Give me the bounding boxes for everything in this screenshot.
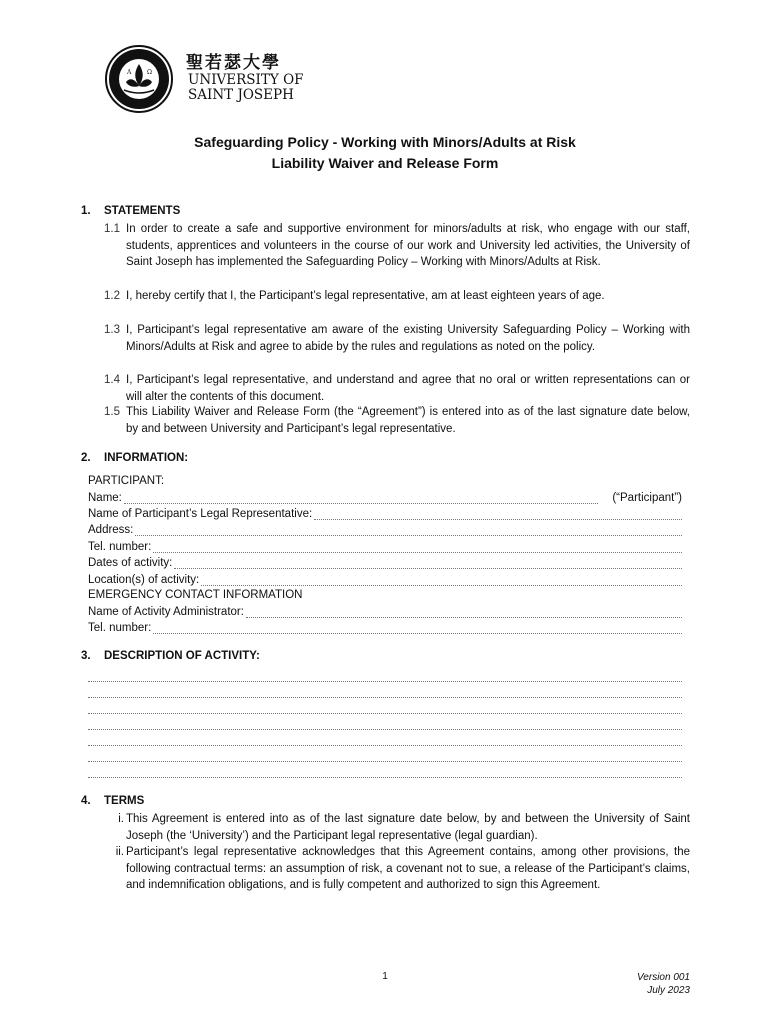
statement-item: 1.4 I, Participant’s legal representative, and understand and agree that no oral or written representations can or will alter the contents of this document. <box>104 374 690 403</box>
fill-line[interactable] <box>135 524 682 536</box>
page-number: 1 <box>382 971 388 982</box>
statement-item: 1.2 I, hereby certify that I, the Participant’s legal representative, am at least eighteen years of age. <box>104 290 605 302</box>
administrator-tel-field[interactable]: Tel. number: <box>88 621 682 635</box>
description-line[interactable] <box>88 728 682 730</box>
emergency-contact-heading: EMERGENCY CONTACT INFORMATION <box>88 589 303 601</box>
statement-item: 1.1 In order to create a safe and supportive environment for minors/adults at risk, who engage with our staff, students, apprentices and volunteers in the course of our work and University led activities, the University of Saint Joseph has implemented the Safeguarding Policy – Working with Minors/Adults at Risk. <box>104 223 690 268</box>
document-subtitle: Liability Waiver and Release Form <box>271 155 499 171</box>
logo-chinese-name: 聖若瑟大學 <box>186 53 281 73</box>
term-item: ii. Participant’s legal representative acknowledges that this Agreement contains, among other provisions, the following contractual terms: an assumption of risk, a covenant not to sue, a release of the Participant’s claims, and indemnification obligations, and is fully competent and authorized to sign this Agreement. <box>115 846 690 891</box>
description-line[interactable] <box>88 744 682 746</box>
statement-item: 1.5 This Liability Waiver and Release Form (the “Agreement”) is entered into as of the last signature date below, by and between University and Participant’s legal representative. <box>104 406 690 435</box>
fill-line[interactable] <box>246 606 682 618</box>
participant-heading: PARTICIPANT: <box>88 475 165 487</box>
locations-of-activity-field[interactable]: Location(s) of activity: <box>88 573 682 587</box>
term-item: i. This Agreement is entered into as of the last signature date below, by and between the University of Saint Joseph (the ‘University’) and the Participant legal representative (legal guardian). <box>118 813 690 842</box>
svg-text:A: A <box>127 69 132 76</box>
activity-administrator-field[interactable]: Name of Activity Administrator: <box>88 605 682 619</box>
fill-line[interactable] <box>174 557 682 569</box>
document-page: A Ω 聖若瑟大學 UNIVERSITY OF SAINT JOSEPH Safeguarding Policy - Working with Minors/Adults at Risk Liability Waiver and Release Form 1. STATEMENTS 1.1 In order to create a safe and supportive environment for minors/adults at risk, who engage with our staff, students, apprentices and volunteers in the course of our work and University led activities, the University of Saint Joseph has implemented the Safeguarding Policy – Working with Minors/Adults at Risk. 1.2 I, hereby certify that I, the Participant’s legal representative, am at least eighteen years of age. 1.3 I, Participant’s legal representative am aware of the existing University Safeguarding Policy – Working with Minors/Adults at Risk and agree to abide by the rules and regulations as noted on the policy. 1.4 I, Participant’s legal representative, and understand and agree that no oral or written representations can or will alter the contents of this document. 1.5 This Liability Waiver and Release Form (the “Agreement”) is entered into as of the last signature date below, by and between University and Participant’s legal representative. 2. INFORMATION: PARTICIPANT: Name: (“Participant”) Name of Participant’s Legal Representative: Address: Tel. number: Dates of activity: Location(s) of activity: EMERGENCY CONTACT INFORMATION Name of Activity Administrator: Tel. number: 3. DESCRIPTION OF ACTIVITY: 4. TERMS i. This Agreement is entered into as of the last signature date below, by and between the University of Saint Joseph (the ‘University’) and the Participant legal representative (legal guardian). ii. Participant’s legal representative acknowledges that this Agreement contains, among other provisions, the following contractual terms: an assumption of risk, a covenant not to sue, a release of the Participant’s claims, and indemnification obligations, and is fully competent and authorized to sign this Agreement. 1 Version 001 July 2023 <box>0 0 770 1024</box>
fill-line[interactable] <box>201 574 682 586</box>
document-title: Safeguarding Policy - Working with Minors/Adults at Risk <box>194 134 576 150</box>
fill-line[interactable] <box>153 622 682 634</box>
dates-of-activity-field[interactable]: Dates of activity: <box>88 556 682 570</box>
legal-representative-field[interactable]: Name of Participant’s Legal Representative: <box>88 507 682 521</box>
logo-english-name: UNIVERSITY OF SAINT JOSEPH <box>188 72 304 103</box>
version-info: Version 001 July 2023 <box>637 972 690 996</box>
description-line[interactable] <box>88 680 682 682</box>
svg-text:Ω: Ω <box>147 69 152 76</box>
participant-name-field[interactable]: Name: (“Participant”) <box>88 492 682 504</box>
university-seal-icon <box>104 44 174 114</box>
tel-number-field[interactable]: Tel. number: <box>88 540 682 554</box>
fill-line[interactable] <box>314 508 682 520</box>
description-line[interactable] <box>88 760 682 762</box>
description-line[interactable] <box>88 712 682 714</box>
description-line[interactable] <box>88 696 682 698</box>
university-logo <box>104 44 334 114</box>
address-field[interactable]: Address: <box>88 523 682 537</box>
description-line[interactable] <box>88 776 682 778</box>
fill-line[interactable] <box>153 541 682 553</box>
fill-line[interactable] <box>124 492 598 504</box>
statement-item: 1.3 I, Participant’s legal representative am aware of the existing University Safeguarding Policy – Working with Minors/Adults at Risk and agree to abide by the rules and regulations as noted on the policy. <box>104 324 690 353</box>
